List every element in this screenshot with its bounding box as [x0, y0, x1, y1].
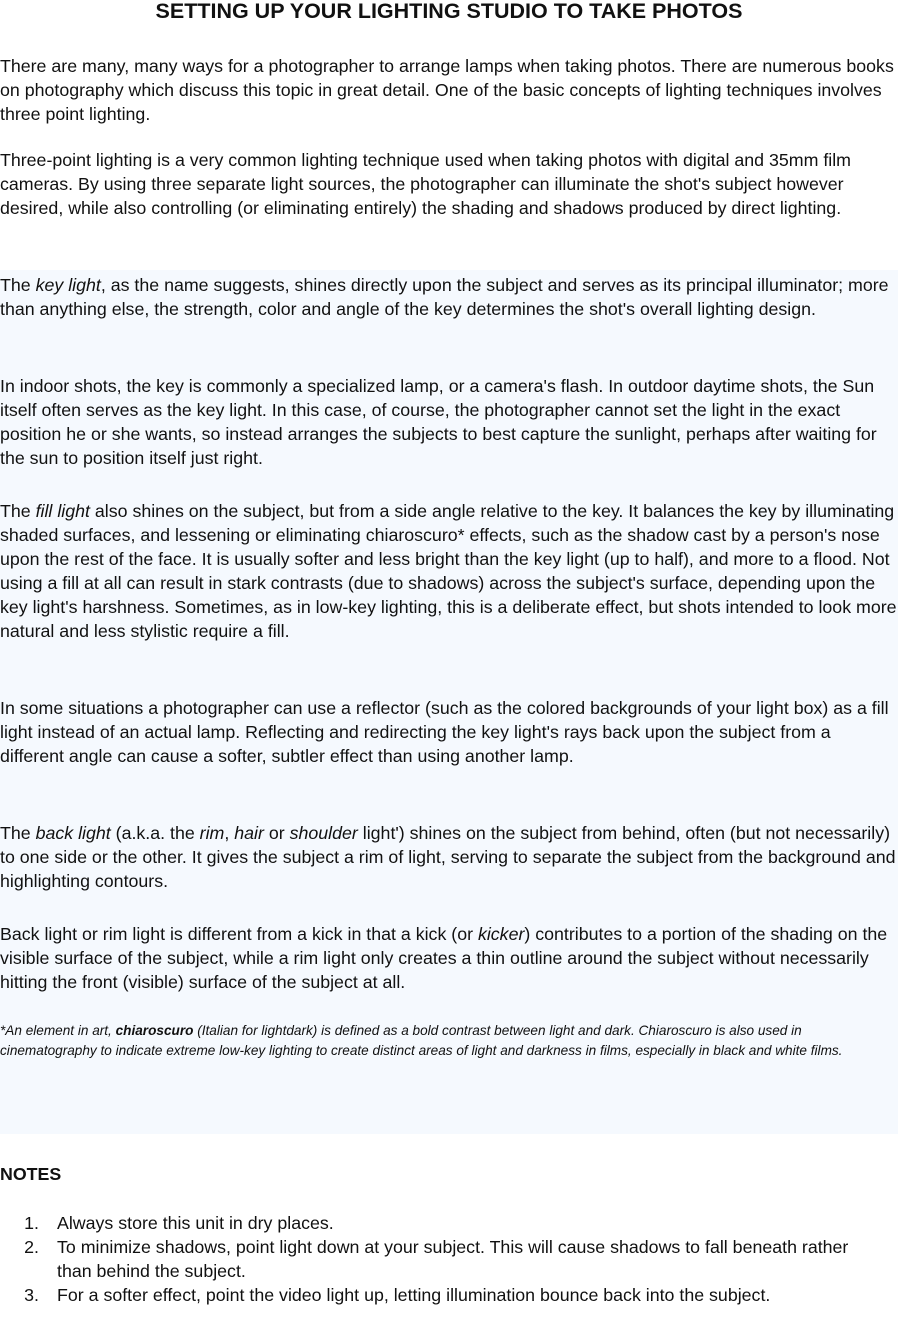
list-item-number: 2. [24, 1237, 39, 1257]
chiaroscuro-term: chiaroscuro [115, 1023, 194, 1038]
notes-list [0, 1211, 898, 1307]
document-title: SETTING UP YOUR LIGHTING STUDIO TO TAKE PHOTOS [155, 0, 743, 23]
rim-light-paragraph: Back light or rim light is different from a kick in that a kick (or kicker) contributes to a portion of the shading on the visible surface of the subject, while a rim light only creates a thin outline around the subject without necessarily hitting the front (visible) surface of the subject at all. [0, 924, 888, 992]
list-item [0, 1211, 898, 1235]
shoulder-term: shoulder [289, 823, 358, 843]
three-point-paragraph: Three-point lighting is a very common lighting technique used when taking photos with digital and 35mm film cameras. By using three separate light sources, the photographer can illuminate the shot's subject however desired, while also controlling (or eliminating entirely) the shading and shadows produced by direct lighting. [0, 150, 851, 218]
indoor-paragraph: In indoor shots, the key is commonly a specialized lamp, or a camera's flash. In outdoor daytime shots, the Sun itself often serves as the key light. In this case, of course, the photographer cannot set the light in the exact position he or she wants, so instead arranges the subjects to best capture the sunlight, perhaps after waiting for the sun to position itself just right. [0, 376, 877, 468]
list-item [0, 1283, 898, 1307]
hair-term: hair [234, 823, 264, 843]
chiaroscuro-footnote: *An element in art, chiaroscuro (Italian for lightdark) is defined as a bold contrast between light and dark. Chiaroscuro is also used in cinematography to indicate extreme low-key lighting to create distinct areas of light and darkness in films, especially in black and white films. [0, 1023, 843, 1058]
list-item-text: Always store this unit in dry places. [57, 1213, 334, 1233]
kicker-term: kicker [477, 924, 525, 944]
list-item-text: For a softer effect, point the video light up, letting illumination bounce back into the subject. [57, 1285, 771, 1305]
fill-light-term: fill light [35, 501, 90, 521]
key-light-term: key light [35, 275, 101, 295]
rim-term: rim [199, 823, 225, 843]
reflector-paragraph: In some situations a photographer can use a reflector (such as the colored backgrounds of your light box) as a fill light instead of an actual lamp. Reflecting and redirecting the key light's rays back upon the subject from a different angle can cause a softer, subtler effect than using another lamp. [0, 698, 889, 766]
list-item-number: 3. [24, 1285, 39, 1305]
list-item [0, 1235, 898, 1283]
notes-heading: NOTES [0, 1164, 62, 1184]
key-light-paragraph: The key light, as the name suggests, shines directly upon the subject and serves as its principal illuminator; more than anything else, the strength, color and angle of the key determines the shot's overall lighting design. [0, 275, 889, 319]
list-item-number: 1. [24, 1213, 39, 1233]
back-light-paragraph: The back light (a.k.a. the rim, hair or shoulder light') shines on the subject from behind, often (but not necessarily) to one side or the other. It gives the subject a rim of light, serving to separate the subject from the background and highlighting contours. [0, 823, 896, 891]
list-item-text: To minimize shadows, point light down at your subject. This will cause shadows to fall beneath rather than behind the subject. [57, 1237, 849, 1281]
fill-light-paragraph: The fill light also shines on the subject, but from a side angle relative to the key. It balances the key by illuminating shaded surfaces, and lessening or eliminating chiaroscuro* effects, such as the shadow cast by a person's nose upon the rest of the face. It is usually softer and less bright than the key light (up to half), and more to a flood. Not using a fill at all can result in stark contrasts (due to shadows) across the subject's surface, depending upon the key light's harshness. Sometimes, as in low-key lighting, this is a deliberate effect, but shots intended to look more natural and less stylistic require a fill. [0, 501, 897, 641]
intro-paragraph: There are many, many ways for a photographer to arrange lamps when taking photos. There are numerous books on photography which discuss this topic in great detail. One of the basic concepts of lighting techniques involves three point lighting. [0, 56, 894, 124]
back-light-term: back light [35, 823, 111, 843]
